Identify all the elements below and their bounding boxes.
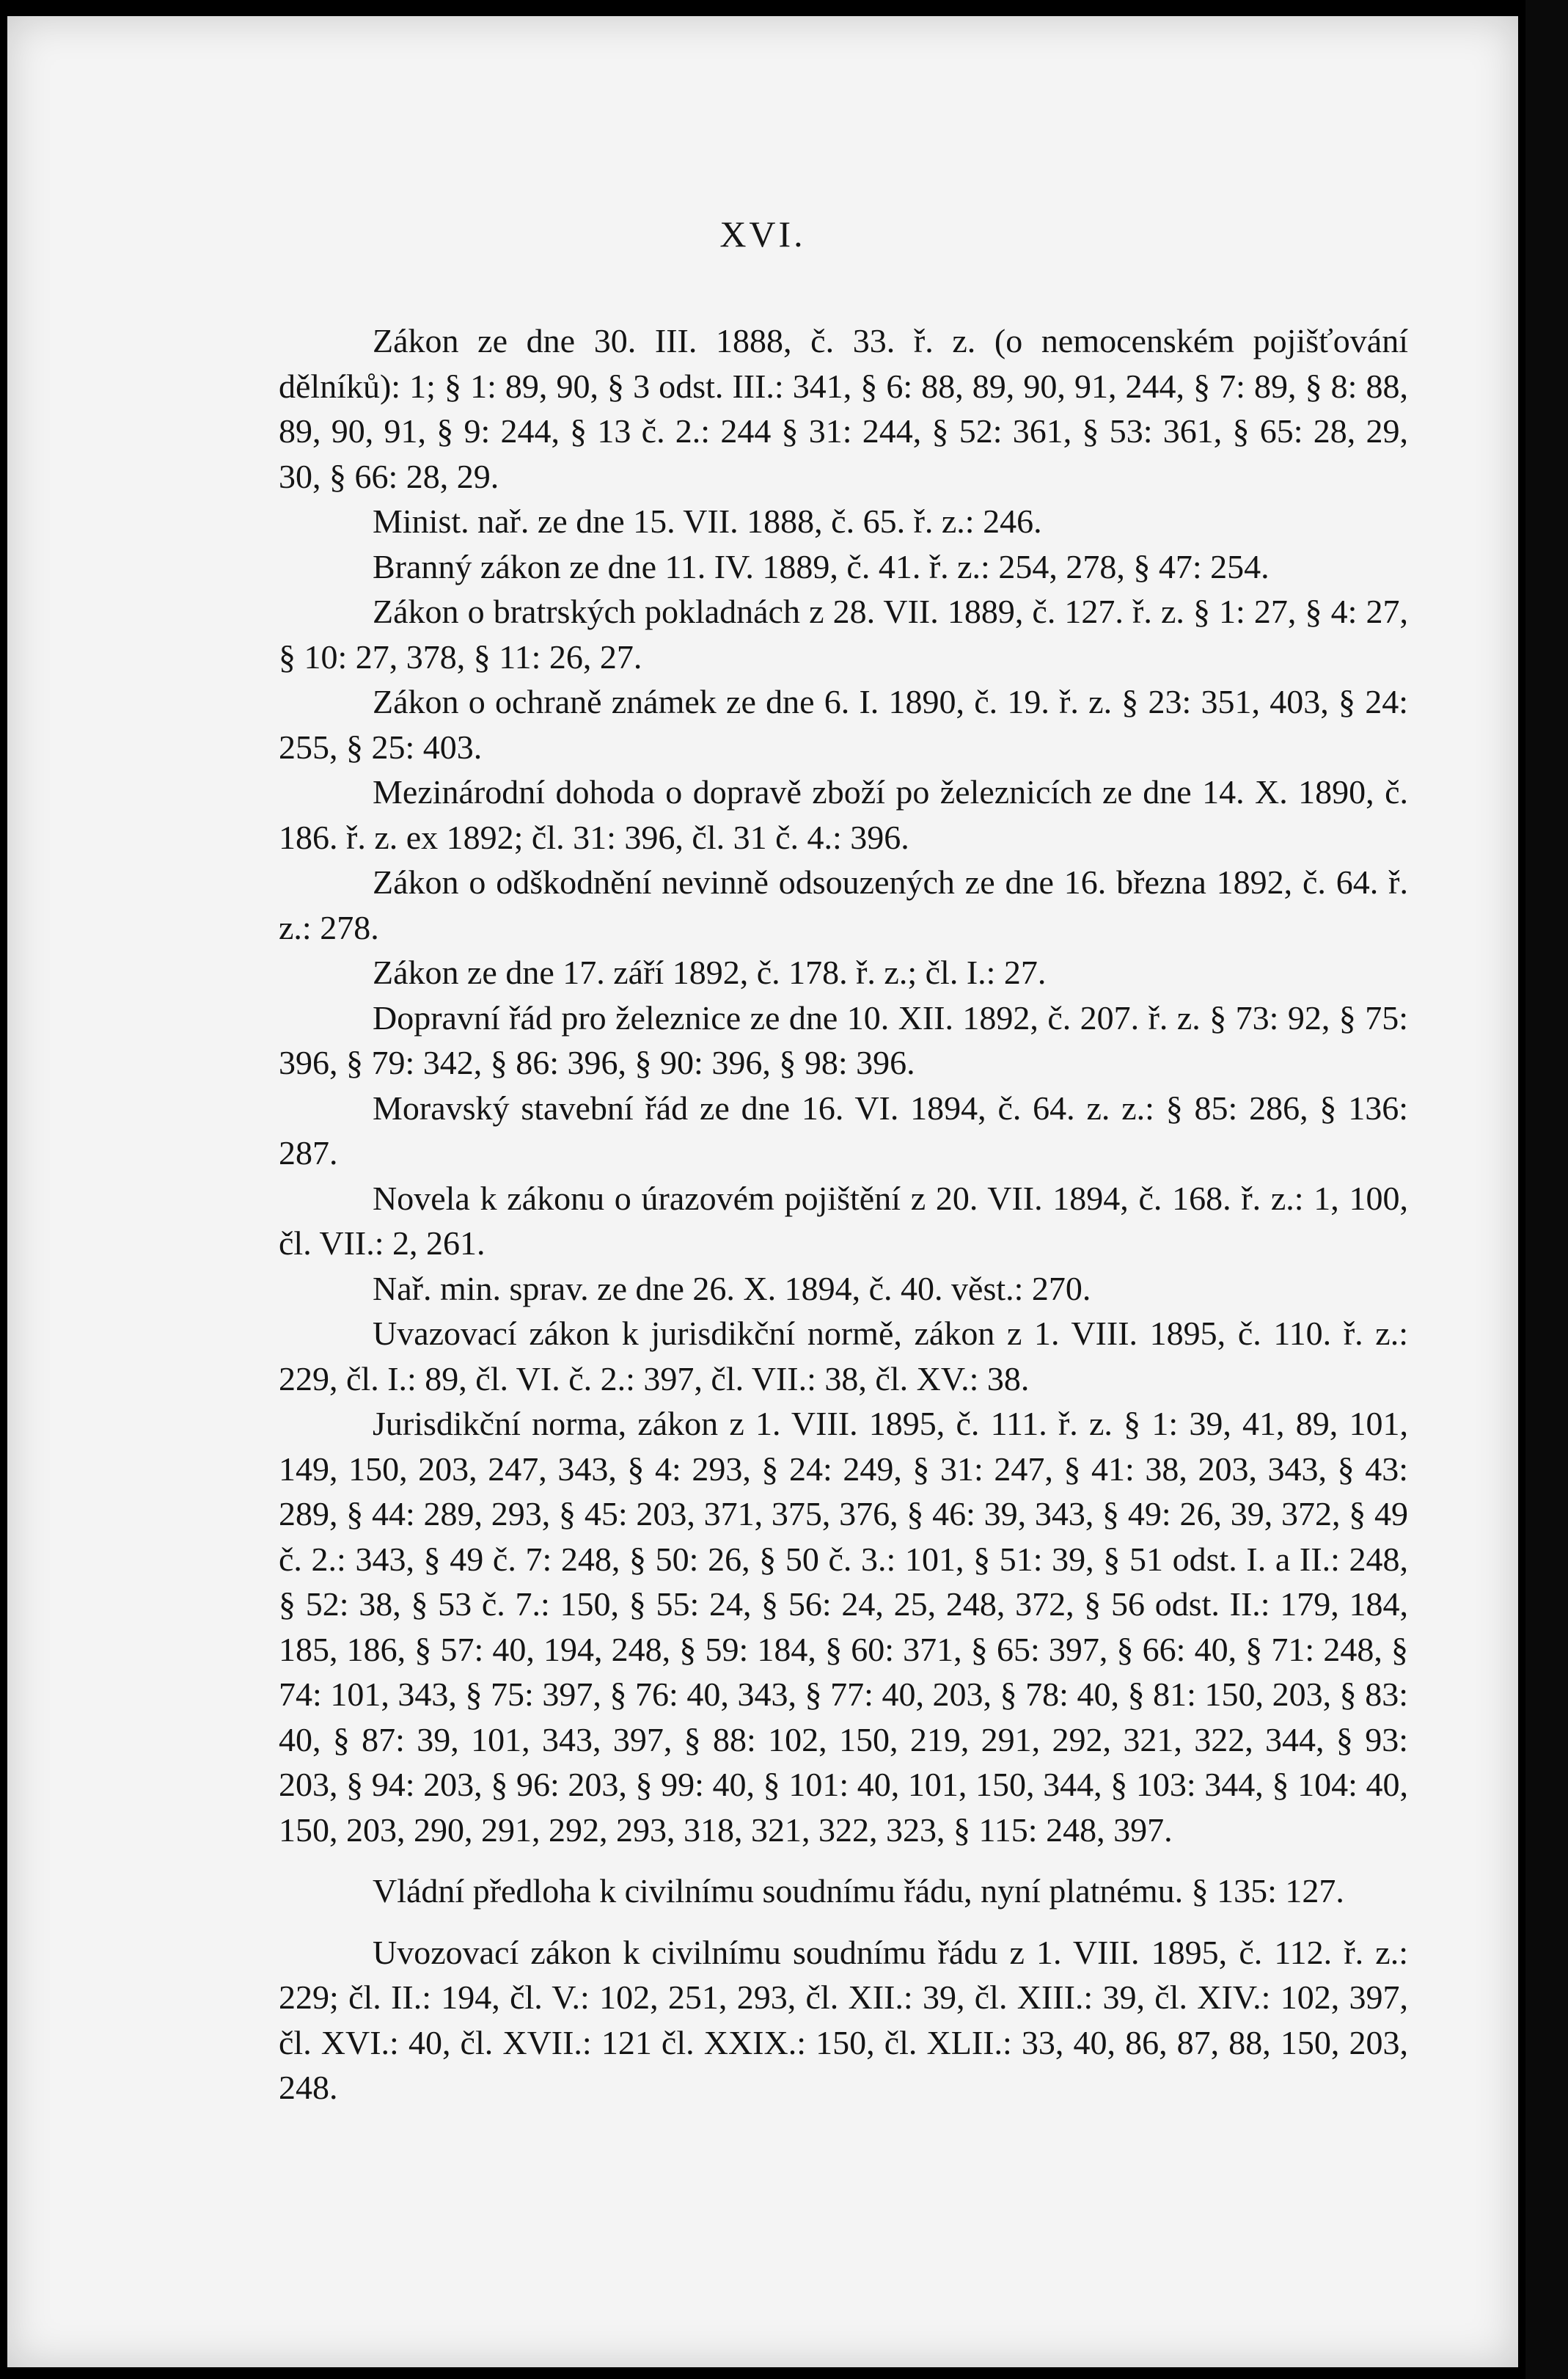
index-entry: Jurisdikční norma, zákon z 1. VIII. 1895, č. 111. ř. z. § 1: 39, 41, 89, 101, 149, 150, 203, 247, 343, § 4: 293, § 24: 249, § 31: 247, § 41: 38, 203, 343, § 43: 289, § 44: 289, 293, § 45: 203, 371, 375, 376, § 46: 39, 343, § 49: 26, 39, 372, § 49 č. 2.: 343, § 49 č. 7: 248, § 50: 26, § 50 č. 3.: 101, § 51: 39, § 51 odst. I. a II.: 248, § 52: 38, § 53 č. 7.: 150, § 55: 24, § 56: 24, 25, 248, 372, § 56 odst. II.: 179, 184, 185, 186, § 57: 40, 194, 248, § 59: 184, § 60: 371, § 65: 397, § 66: 40, § 71: 248, § 74: 101, 343, § 75: 397, § 76: 40, 343, § 77: 40, 203, § 78: 40, § 81: 150, 203, § 83: 40, § 87: 39, 101, 343, 397, § 88: 102, 150, 219, 291, 292, 321, 322, 344, § 93: 203, § 94: 203, § 96: 203, § 99: 40, § 101: 40, 101, 150, 344, § 103: 344, § 104: 40, 150, 203, 290, 291, 292, 293, 318, 321, 322, 323, § 115: 248, 397.: [279, 1405, 1408, 1849]
index-entry: Vládní předloha k civilnímu soudnímu řádu, nyní platnému. § 135: 127.: [373, 1872, 1344, 1910]
page-number: XVI.: [719, 213, 806, 255]
index-entry: Uvazovací zákon k jurisdikční normě, zákon z 1. VIII. 1895, č. 110. ř. z.: 229, čl. I.: 89, čl. VI. č. 2.: 397, čl. VII.: 38, čl. XV.: 38.: [279, 1315, 1408, 1397]
index-entry: Novela k zákonu o úrazovém pojištění z 20. VII. 1894, č. 168. ř. z.: 1, 100, čl. VII.: 2, 261.: [279, 1179, 1408, 1262]
index-entry: Zákon o odškodnění nevinně odsouzených ze dne 16. března 1892, č. 64. ř. z.: 278.: [279, 863, 1408, 946]
index-entry: Zákon o ochraně známek ze dne 6. I. 1890, č. 19. ř. z. § 23: 351, 403, § 24: 255, § 25: 403.: [279, 683, 1408, 766]
index-entry: Uvozovací zákon k civilnímu soudnímu řádu z 1. VIII. 1895, č. 112. ř. z.: 229; čl. II.: 194, čl. V.: 102, 251, 293, čl. XII.: 39, čl. XIII.: 39, čl. XIV.: 102, 397, čl. XVI.: 40, čl. XVII.: 121 čl. XXIX.: 150, čl. XLII.: 33, 40, 86, 87, 88, 150, 203, 248.: [279, 1933, 1408, 2106]
index-entry: Zákon ze dne 30. III. 1888, č. 33. ř. z. (o nemocenském pojišťování dělníků): 1; § 1: 89, 90, § 3 odst. III.: 341, § 6: 88, 89, 90, 91, 244, § 7: 89, § 8: 88, 89, 90, 91, § 9: 244, § 13 č. 2.: 244 § 31: 244, § 52: 361, § 53: 361, § 65: 28, 29, 30, § 66: 28, 29.: [279, 322, 1408, 495]
index-entry: Moravský stavební řád ze dne 16. VI. 1894, č. 64. z. z.: § 85: 286, § 136: 287.: [279, 1089, 1408, 1172]
index-content: [279, 318, 1408, 2111]
index-entry: Branný zákon ze dne 11. IV. 1889, č. 41. ř. z.: 254, 278, § 47: 254.: [373, 547, 1270, 585]
index-entry: Dopravní řád pro železnice ze dne 10. XII. 1892, č. 207. ř. z. § 73: 92, § 75: 396, § 79: 342, § 86: 396, § 90: 396, § 98: 396.: [279, 998, 1408, 1081]
index-entry: Nař. min. sprav. ze dne 26. X. 1894, č. 40. věst.: 270.: [373, 1269, 1091, 1307]
index-entry: Mezinárodní dohoda o dopravě zboží po železnicích ze dne 14. X. 1890, č. 186. ř. z. ex 1892; čl. 31: 396, čl. 31 č. 4.: 396.: [279, 773, 1408, 856]
index-entry: Zákon o bratrských pokladnách z 28. VII. 1889, č. 127. ř. z. § 1: 27, § 4: 27, § 10: 27, 378, § 11: 26, 27.: [279, 593, 1408, 676]
index-entry: Zákon ze dne 17. září 1892, č. 178. ř. z.; čl. I.: 27.: [373, 954, 1047, 991]
index-entry: Minist. nař. ze dne 15. VII. 1888, č. 65. ř. z.: 246.: [373, 503, 1042, 540]
document-page: [7, 16, 1518, 2367]
scan-border: [1525, 0, 1568, 2379]
